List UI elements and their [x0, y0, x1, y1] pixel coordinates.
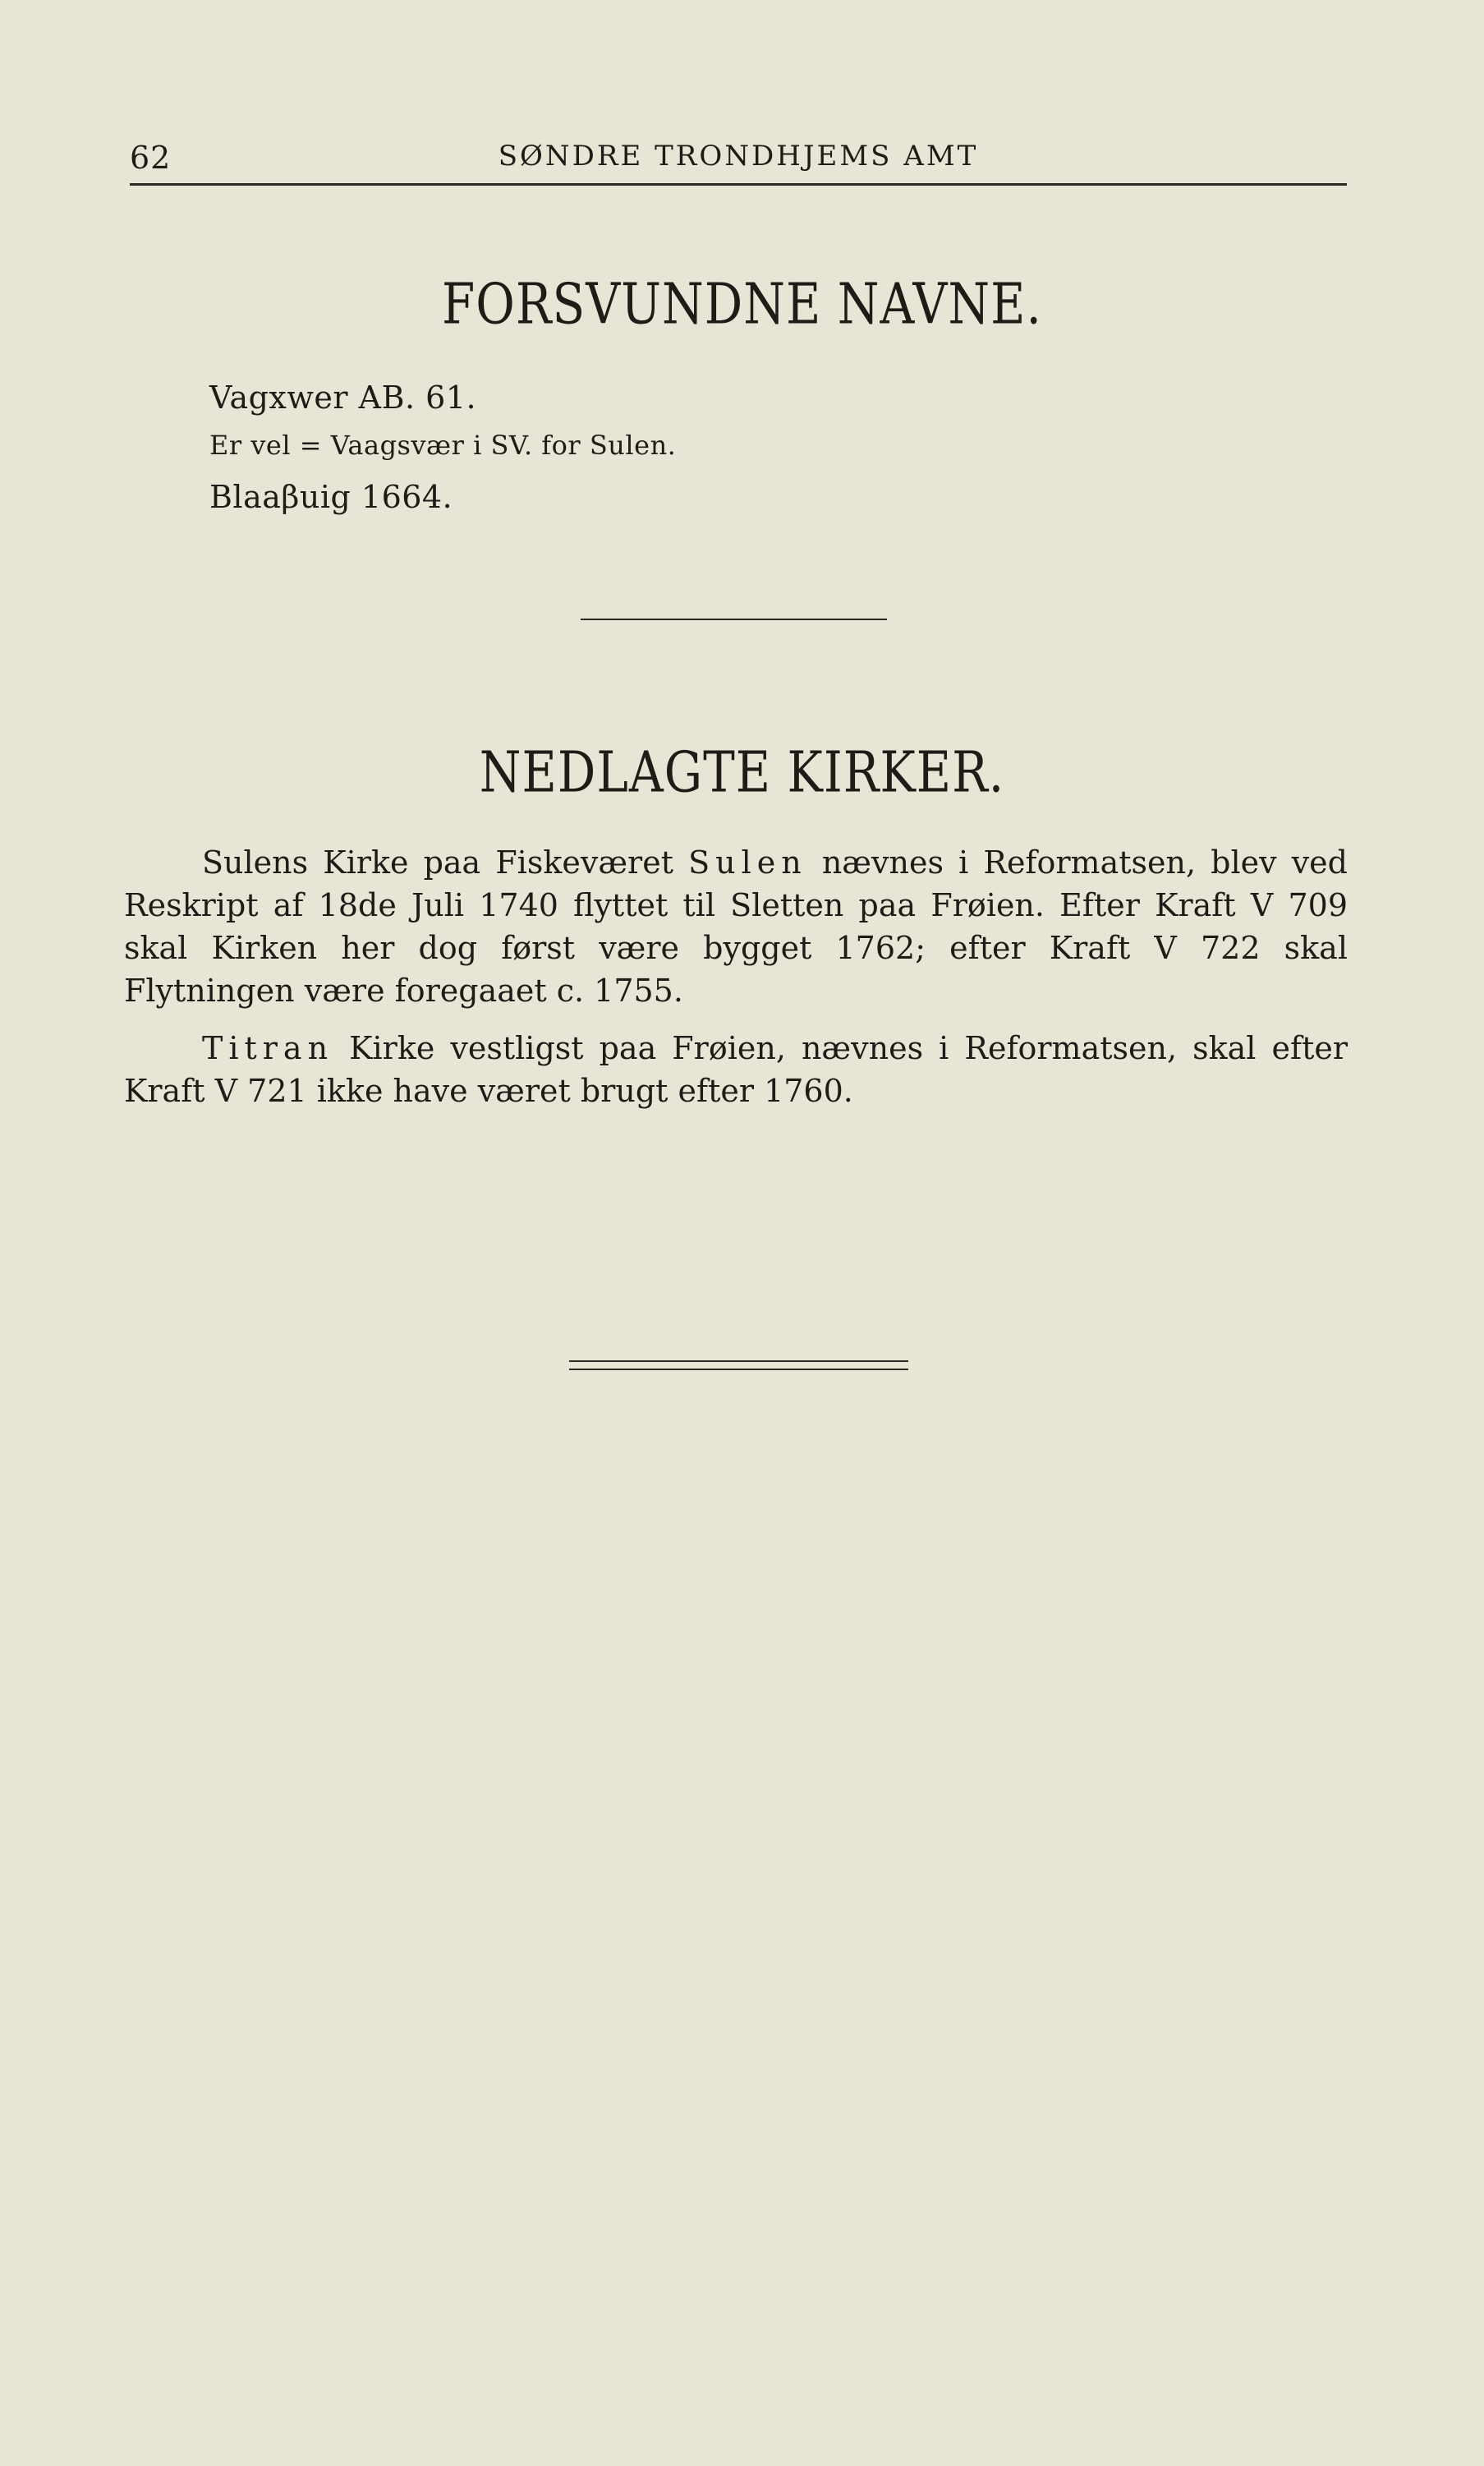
paragraph-text: Kirke vestligst paa Frøien, nævnes i Reformatsen, skal efter Kraft V 721 ikke have været brugt efter 1760.: [124, 1030, 1348, 1109]
spaced-name-sulen: Sulen: [688, 844, 807, 881]
spaced-name-titran: Titran: [202, 1030, 334, 1066]
entry-blaabuig: Blaaβuig 1664.: [209, 479, 453, 515]
section-title-forsvundne-navne: FORSVUNDNE NAVNE.: [442, 270, 1042, 338]
paragraph-titran-kirke: [124, 1027, 1348, 1112]
page-header: [130, 131, 1347, 181]
header-rule: [130, 183, 1347, 186]
page-number: 62: [130, 140, 172, 176]
entry-vagxwer: Vagxwer AB. 61.: [209, 380, 477, 416]
entry-note: Er vel = Vaagsvær i SV. for Sulen.: [209, 430, 677, 461]
running-title: SØNDRE TRONDHJEMS AMT: [498, 140, 979, 173]
paragraph-prefix: Sulens Kirke paa Fiskeværet: [202, 844, 689, 881]
end-rule-bottom: [569, 1369, 908, 1370]
section-title-nedlagte-kirker: NEDLAGTE KIRKER.: [479, 738, 1005, 806]
section-divider: [581, 619, 887, 620]
paragraph-text: nævnes i Reformatsen, blev ved Reskript af 18de Juli 1740 flyttet til Sletten paa Frøien. Efter Kraft V 709 skal Kirken her dog først være bygget 1762; efter Kraft V 722 skal Flytningen være foregaaet c. 1755.: [124, 844, 1348, 1009]
paragraph-sulen-kirke: [124, 841, 1348, 1012]
end-rule-top: [569, 1360, 908, 1362]
